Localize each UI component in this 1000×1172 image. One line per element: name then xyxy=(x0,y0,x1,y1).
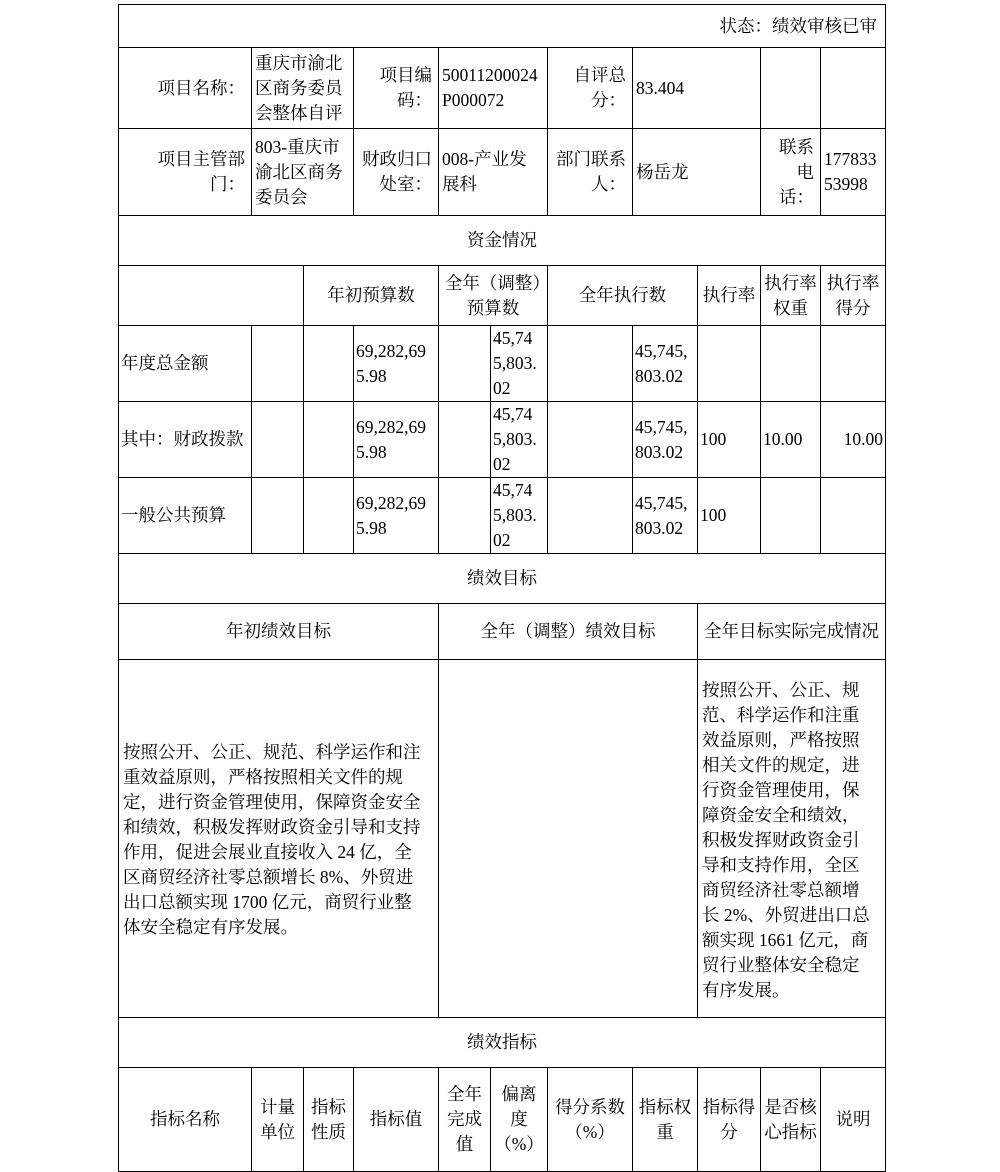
empty-cell xyxy=(761,48,821,129)
funding-rate-weight xyxy=(761,478,821,554)
funding-rate-weight: 10.00 xyxy=(761,402,821,478)
empty-cell xyxy=(252,478,304,554)
project-name-label: 项目名称： xyxy=(119,48,252,129)
goals-header-adjusted: 全年（调整）绩效目标 xyxy=(439,604,698,660)
finance-office-value: 008-产业发展科 xyxy=(439,129,548,216)
empty-cell xyxy=(548,402,633,478)
empty-cell xyxy=(439,326,491,402)
funding-rate-score xyxy=(821,478,886,554)
funding-initial-amount: 69,282,695.98 xyxy=(354,326,439,402)
funding-executed-amount: 45,745,803.02 xyxy=(633,402,698,478)
funding-row-label: 一般公共预算 xyxy=(119,478,252,554)
goals-section-row xyxy=(119,554,886,604)
status-row xyxy=(119,5,886,48)
department-info-row xyxy=(119,129,886,216)
goals-actual-text: 按照公开、公正、规范、科学运作和注重效益原则，严格按照相关文件的规定，进行资金管理使用，保障资金安全和绩效，积极发挥财政资金引导和支持作用，全区商贸经济社零总额增长 2%、外贸进出口总额实现 1661 亿元，商贸行业整体安全稳定有序发展。 xyxy=(698,660,886,1018)
self-score-value: 83.404 xyxy=(633,48,761,129)
phone-value: 17783353998 xyxy=(821,129,886,216)
funding-row-public-budget xyxy=(119,478,886,554)
funding-rate-weight xyxy=(761,326,821,402)
dept-value: 803-重庆市渝北区商务委员会 xyxy=(252,129,354,216)
empty-cell xyxy=(252,326,304,402)
empty-cell xyxy=(304,478,354,554)
funding-header-initial: 年初预算数 xyxy=(304,266,439,326)
indicator-header-annual-completion: 全年完成值 xyxy=(439,1068,491,1172)
indicator-header-value: 指标值 xyxy=(354,1068,439,1172)
goals-adjusted-text xyxy=(439,660,698,1018)
indicator-header-note: 说明 xyxy=(821,1068,886,1172)
finance-office-label: 财政归口处室： xyxy=(354,129,439,216)
funding-header-blank xyxy=(119,266,304,326)
empty-cell xyxy=(439,402,491,478)
project-code-label: 项目编码： xyxy=(354,48,439,129)
indicator-header-weight: 指标权重 xyxy=(633,1068,698,1172)
goals-header-initial: 年初绩效目标 xyxy=(119,604,439,660)
funding-header-rate: 执行率 xyxy=(698,266,761,326)
funding-adjusted-amount: 45,745,803.02 xyxy=(491,478,548,554)
self-score-label: 自评总分： xyxy=(548,48,633,129)
indicator-header-score-coefficient: 得分系数（%） xyxy=(548,1068,633,1172)
funding-header-rate-score: 执行率得分 xyxy=(821,266,886,326)
indicator-header-score: 指标得分 xyxy=(698,1068,761,1172)
empty-cell xyxy=(821,48,886,129)
project-name-value: 重庆市渝北区商务委员会整体自评 xyxy=(252,48,354,129)
funding-rate xyxy=(698,326,761,402)
empty-cell xyxy=(252,402,304,478)
funding-rate-score: 10.00 xyxy=(821,402,886,478)
funding-initial-amount: 69,282,695.98 xyxy=(354,478,439,554)
contact-label: 部门联系人： xyxy=(548,129,633,216)
funding-rate: 100 xyxy=(698,478,761,554)
indicators-section-title: 绩效指标 xyxy=(119,1018,886,1068)
funding-rate: 100 xyxy=(698,402,761,478)
funding-adjusted-amount: 45,745,803.02 xyxy=(491,326,548,402)
funding-header-adjusted: 全年（调整）预算数 xyxy=(439,266,548,326)
phone-label: 联系电话： xyxy=(761,129,821,216)
funding-executed-amount: 45,745,803.02 xyxy=(633,478,698,554)
funding-row-label: 年度总金额 xyxy=(119,326,252,402)
project-code-value: 50011200024P000072 xyxy=(439,48,548,129)
report-table xyxy=(118,4,886,1172)
indicator-header-name: 指标名称 xyxy=(119,1068,252,1172)
status-text: 状态：绩效审核已审 xyxy=(119,5,886,48)
empty-cell xyxy=(304,326,354,402)
funding-section-title: 资金情况 xyxy=(119,216,886,266)
indicator-header-nature: 指标性质 xyxy=(304,1068,354,1172)
goals-initial-text: 按照公开、公正、规范、科学运作和注重效益原则，严格按照相关文件的规定，进行资金管理使用，保障资金安全和绩效，积极发挥财政资金引导和支持作用，促进会展业直接收入 24 亿，全区商贸经济社零总额增长 8%、外贸进出口总额实现 1700 亿元，商贸行业整体安全稳定有序发展。 xyxy=(119,660,439,1018)
dept-label: 项目主管部门： xyxy=(119,129,252,216)
funding-row-label: 其中：财政拨款 xyxy=(119,402,252,478)
indicator-header-core: 是否核心指标 xyxy=(761,1068,821,1172)
contact-value: 杨岳龙 xyxy=(633,129,761,216)
project-info-row xyxy=(119,48,886,129)
goals-header-actual: 全年目标实际完成情况 xyxy=(698,604,886,660)
indicators-header-row xyxy=(119,1068,886,1172)
empty-cell xyxy=(304,402,354,478)
funding-section-row xyxy=(119,216,886,266)
funding-header-row xyxy=(119,266,886,326)
funding-header-executed: 全年执行数 xyxy=(548,266,698,326)
funding-adjusted-amount: 45,745,803.02 xyxy=(491,402,548,478)
goals-header-row xyxy=(119,604,886,660)
funding-executed-amount: 45,745,803.02 xyxy=(633,326,698,402)
funding-initial-amount: 69,282,695.98 xyxy=(354,402,439,478)
indicators-section-row xyxy=(119,1018,886,1068)
indicator-header-unit: 计量单位 xyxy=(252,1068,304,1172)
indicator-header-deviation: 偏离度（%） xyxy=(491,1068,548,1172)
goals-content-row xyxy=(119,660,886,1018)
goals-section-title: 绩效目标 xyxy=(119,554,886,604)
empty-cell xyxy=(548,478,633,554)
funding-row-fiscal xyxy=(119,402,886,478)
empty-cell xyxy=(548,326,633,402)
funding-header-rate-weight: 执行率权重 xyxy=(761,266,821,326)
funding-rate-score xyxy=(821,326,886,402)
funding-row-total xyxy=(119,326,886,402)
empty-cell xyxy=(439,478,491,554)
